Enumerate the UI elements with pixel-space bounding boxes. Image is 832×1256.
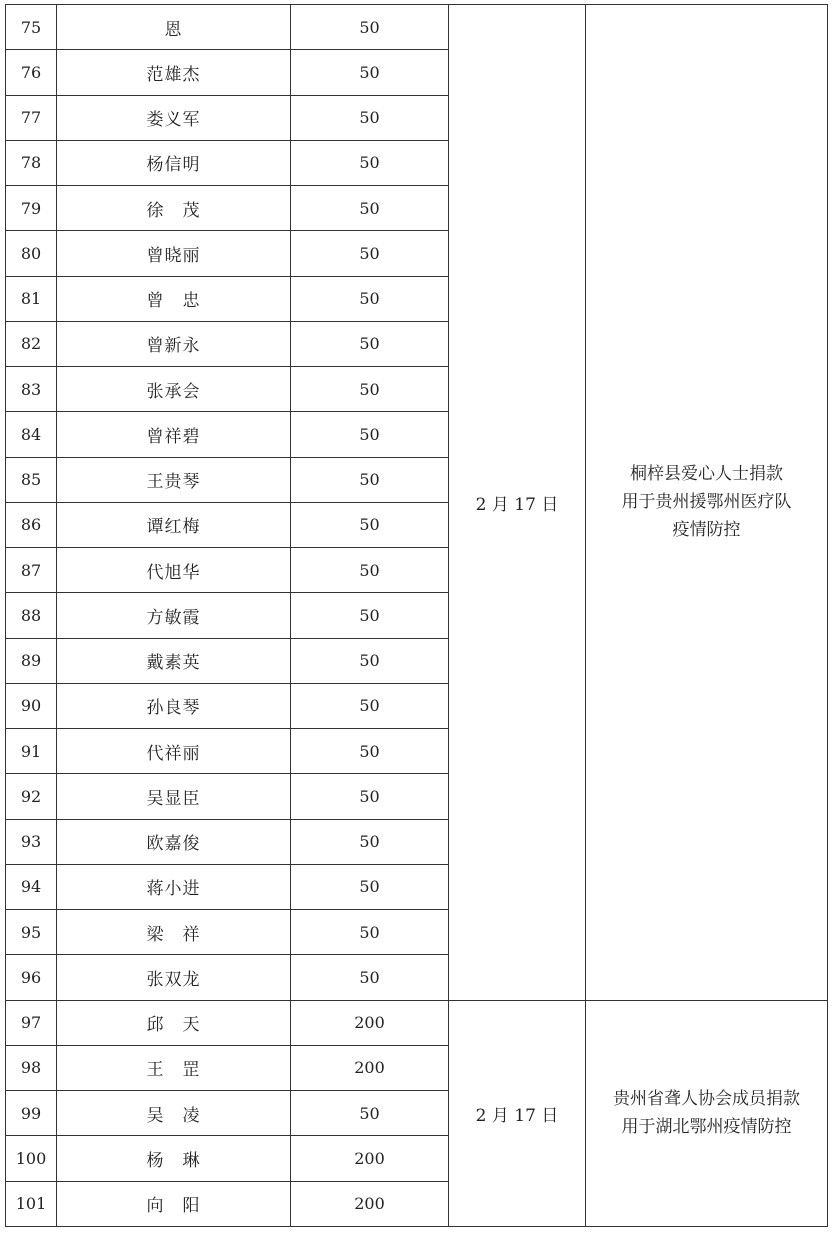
donation-amount-cell: 50 [291,502,449,547]
donation-amount-cell: 50 [291,186,449,231]
donation-amount-cell: 50 [291,367,449,412]
row-number-cell: 94 [6,864,57,909]
row-number-cell: 101 [6,1181,57,1226]
purpose-line: 疫情防控 [672,520,741,541]
donation-amount-cell: 50 [291,548,449,593]
purpose-line: 贵州省聋人协会成员捐款 [613,1089,800,1110]
row-number-cell: 86 [6,502,57,547]
row-number-cell: 100 [6,1136,57,1181]
purpose-line: 桐梓县爱心人士捐款 [630,464,783,485]
row-number-cell: 91 [6,729,57,774]
donor-name-cell: 向 阳 [57,1181,291,1226]
donation-amount-cell: 50 [291,95,449,140]
row-number-cell: 95 [6,910,57,955]
row-number-cell: 85 [6,457,57,502]
donor-name-cell: 代旭华 [57,548,291,593]
donation-amount-cell: 50 [291,864,449,909]
donation-amount-cell: 50 [291,5,449,50]
row-number-cell: 82 [6,321,57,366]
donation-amount-cell: 50 [291,638,449,683]
row-number-cell: 96 [6,955,57,1000]
donation-amount-cell: 50 [291,729,449,774]
row-number-cell: 80 [6,231,57,276]
row-number-cell: 75 [6,5,57,50]
row-number-cell: 97 [6,1000,57,1045]
donation-amount-cell: 50 [291,457,449,502]
row-number-cell: 83 [6,367,57,412]
donation-amount-cell: 50 [291,683,449,728]
donation-table [5,4,828,1227]
row-number-cell: 77 [6,95,57,140]
purpose-line: 用于湖北鄂州疫情防控 [621,1117,792,1138]
donor-name-cell: 杨信明 [57,140,291,185]
row-number-cell: 78 [6,140,57,185]
row-number-cell: 79 [6,186,57,231]
donor-name-cell: 王贵琴 [57,457,291,502]
donor-name-cell: 王 罡 [57,1045,291,1090]
table-row [6,5,828,50]
donation-amount-cell: 50 [291,412,449,457]
purpose-line: 用于贵州援鄂州医疗队 [621,492,792,513]
row-number-cell: 99 [6,1091,57,1136]
donation-amount-cell: 50 [291,593,449,638]
donation-amount-cell: 50 [291,955,449,1000]
donor-name-cell: 方敏霞 [57,593,291,638]
donation-amount-cell: 200 [291,1181,449,1226]
donor-name-cell: 曾 忠 [57,276,291,321]
donor-name-cell: 曾新永 [57,321,291,366]
donation-date-cell: 2 月 17 日 [449,1000,586,1226]
row-number-cell: 76 [6,50,57,95]
donor-name-cell: 代祥丽 [57,729,291,774]
donor-name-cell: 吴 凌 [57,1091,291,1136]
donor-name-cell: 梁 祥 [57,910,291,955]
donor-name-cell: 范雄杰 [57,50,291,95]
donor-name-cell: 徐 茂 [57,186,291,231]
donor-name-cell: 欧嘉俊 [57,819,291,864]
donation-amount-cell: 50 [291,231,449,276]
donor-name-cell: 蒋小进 [57,864,291,909]
donation-purpose-cell [586,5,828,1001]
row-number-cell: 84 [6,412,57,457]
donation-amount-cell: 50 [291,910,449,955]
donor-name-cell: 曾晓丽 [57,231,291,276]
row-number-cell: 90 [6,683,57,728]
row-number-cell: 93 [6,819,57,864]
table-body [6,5,828,1227]
donation-amount-cell: 200 [291,1136,449,1181]
donation-purpose-cell [586,1000,828,1226]
donor-name-cell: 张双龙 [57,955,291,1000]
donor-name-cell: 邱 天 [57,1000,291,1045]
row-number-cell: 87 [6,548,57,593]
donor-name-cell: 谭红梅 [57,502,291,547]
donor-name-cell: 戴素英 [57,638,291,683]
donation-amount-cell: 50 [291,819,449,864]
donation-date-cell: 2 月 17 日 [449,5,586,1001]
donor-name-cell: 曾祥碧 [57,412,291,457]
row-number-cell: 89 [6,638,57,683]
donation-amount-cell: 200 [291,1000,449,1045]
row-number-cell: 98 [6,1045,57,1090]
table-row [6,1000,828,1045]
donor-name-cell: 恩 [57,5,291,50]
donor-name-cell: 娄义军 [57,95,291,140]
donation-amount-cell: 50 [291,1091,449,1136]
row-number-cell: 92 [6,774,57,819]
donation-amount-cell: 50 [291,140,449,185]
donor-name-cell: 张承会 [57,367,291,412]
donation-amount-cell: 50 [291,50,449,95]
donor-name-cell: 杨 琳 [57,1136,291,1181]
donor-name-cell: 吴显臣 [57,774,291,819]
donation-amount-cell: 50 [291,321,449,366]
row-number-cell: 81 [6,276,57,321]
donation-amount-cell: 200 [291,1045,449,1090]
donation-amount-cell: 50 [291,774,449,819]
row-number-cell: 88 [6,593,57,638]
donor-name-cell: 孙良琴 [57,683,291,728]
donation-amount-cell: 50 [291,276,449,321]
